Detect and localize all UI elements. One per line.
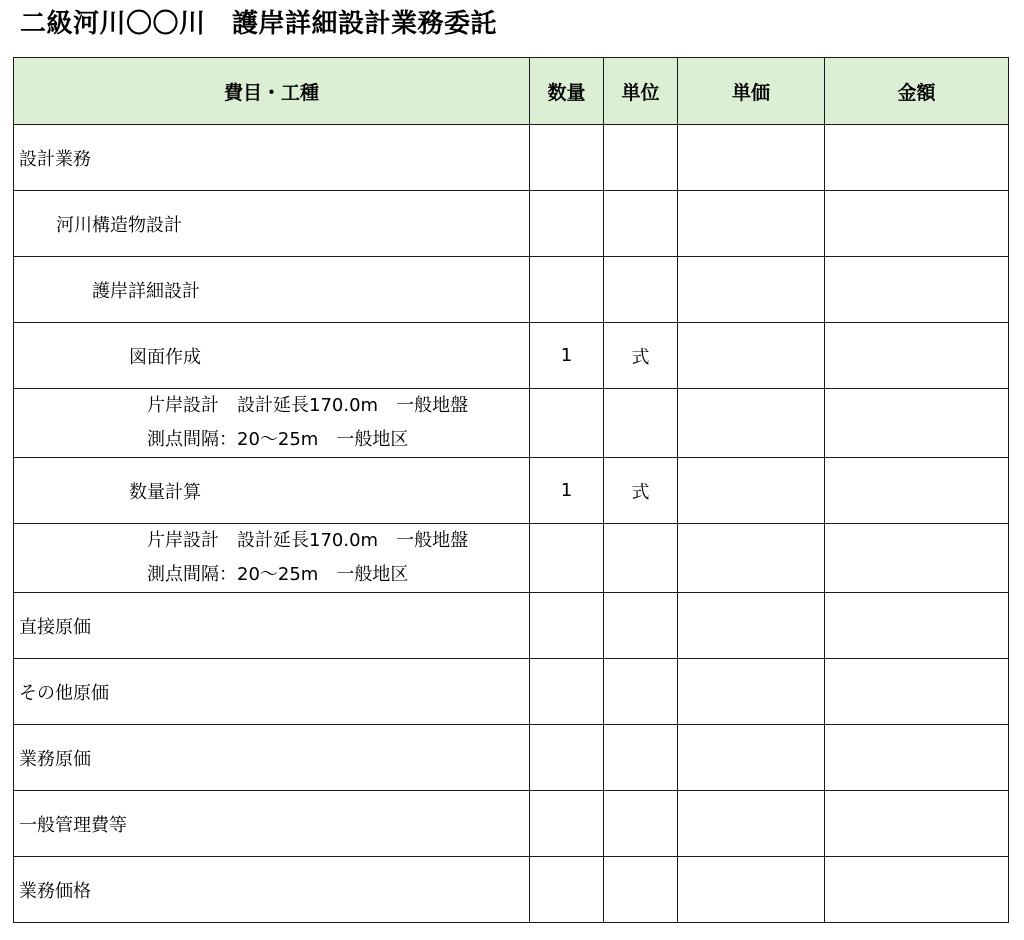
amount-cell [825, 725, 1009, 791]
quantity-cell: 1 [530, 323, 604, 389]
table-row [14, 659, 1009, 725]
description-line-2: 測点間隔：20～25m 一般地区 [147, 564, 409, 585]
header-unit-price: 単価 [678, 58, 825, 125]
item-cell: 図面作成 [14, 323, 530, 389]
amount-cell [825, 323, 1009, 389]
unit-cell [604, 257, 678, 323]
unit-price-cell [678, 458, 825, 524]
item-cell: 業務価格 [14, 857, 530, 923]
quantity-cell: 1 [530, 458, 604, 524]
table-row [14, 389, 1009, 458]
quantity-cell [530, 389, 604, 458]
amount-cell [825, 593, 1009, 659]
item-cell: 設計業務 [14, 125, 530, 191]
unit-cell [604, 857, 678, 923]
unit-price-cell [678, 191, 825, 257]
description-cell [14, 524, 530, 593]
amount-cell [825, 791, 1009, 857]
unit-price-cell [678, 593, 825, 659]
amount-cell [825, 458, 1009, 524]
estimate-table [13, 57, 1009, 923]
quantity-cell [530, 191, 604, 257]
document-title: 二級河川〇〇川 護岸詳細設計業務委託 [20, 9, 498, 39]
amount-cell [825, 659, 1009, 725]
amount-cell [825, 524, 1009, 593]
unit-cell [604, 725, 678, 791]
table-row [14, 323, 1009, 389]
header-unit: 単位 [604, 58, 678, 125]
description-cell [14, 389, 530, 458]
quantity-cell [530, 524, 604, 593]
amount-cell [825, 257, 1009, 323]
header-amount: 金額 [825, 58, 1009, 125]
quantity-cell [530, 593, 604, 659]
quantity-cell [530, 125, 604, 191]
table-row [14, 524, 1009, 593]
quantity-cell [530, 791, 604, 857]
unit-price-cell [678, 323, 825, 389]
header-quantity: 数量 [530, 58, 604, 125]
item-cell: 一般管理費等 [14, 791, 530, 857]
header-item: 費目・工種 [14, 58, 530, 125]
unit-cell [604, 191, 678, 257]
unit-cell [604, 659, 678, 725]
item-cell: 数量計算 [14, 458, 530, 524]
unit-price-cell [678, 125, 825, 191]
unit-price-cell [678, 257, 825, 323]
unit-cell [604, 524, 678, 593]
unit-price-cell [678, 791, 825, 857]
item-cell: 直接原価 [14, 593, 530, 659]
table-row [14, 857, 1009, 923]
quantity-cell [530, 659, 604, 725]
table-row [14, 791, 1009, 857]
description-line-1: 片岸設計 設計延長170.0m 一般地盤 [147, 395, 469, 416]
unit-cell [604, 389, 678, 458]
table-row [14, 593, 1009, 659]
table-row [14, 257, 1009, 323]
description-line-1: 片岸設計 設計延長170.0m 一般地盤 [147, 530, 469, 551]
amount-cell [825, 389, 1009, 458]
amount-cell [825, 857, 1009, 923]
unit-cell [604, 791, 678, 857]
item-cell: その他原価 [14, 659, 530, 725]
amount-cell [825, 191, 1009, 257]
table-row [14, 191, 1009, 257]
unit-cell: 式 [604, 323, 678, 389]
amount-cell [825, 125, 1009, 191]
table-row [14, 125, 1009, 191]
unit-cell [604, 593, 678, 659]
description-line-2: 測点間隔：20～25m 一般地区 [147, 429, 409, 450]
quantity-cell [530, 725, 604, 791]
table-row [14, 725, 1009, 791]
quantity-cell [530, 857, 604, 923]
header-row [14, 58, 1009, 125]
unit-price-cell [678, 857, 825, 923]
unit-cell [604, 125, 678, 191]
item-cell: 護岸詳細設計 [14, 257, 530, 323]
unit-price-cell [678, 659, 825, 725]
unit-cell: 式 [604, 458, 678, 524]
unit-price-cell [678, 524, 825, 593]
unit-price-cell [678, 725, 825, 791]
item-cell: 業務原価 [14, 725, 530, 791]
table-row [14, 458, 1009, 524]
unit-price-cell [678, 389, 825, 458]
quantity-cell [530, 257, 604, 323]
item-cell: 河川構造物設計 [14, 191, 530, 257]
